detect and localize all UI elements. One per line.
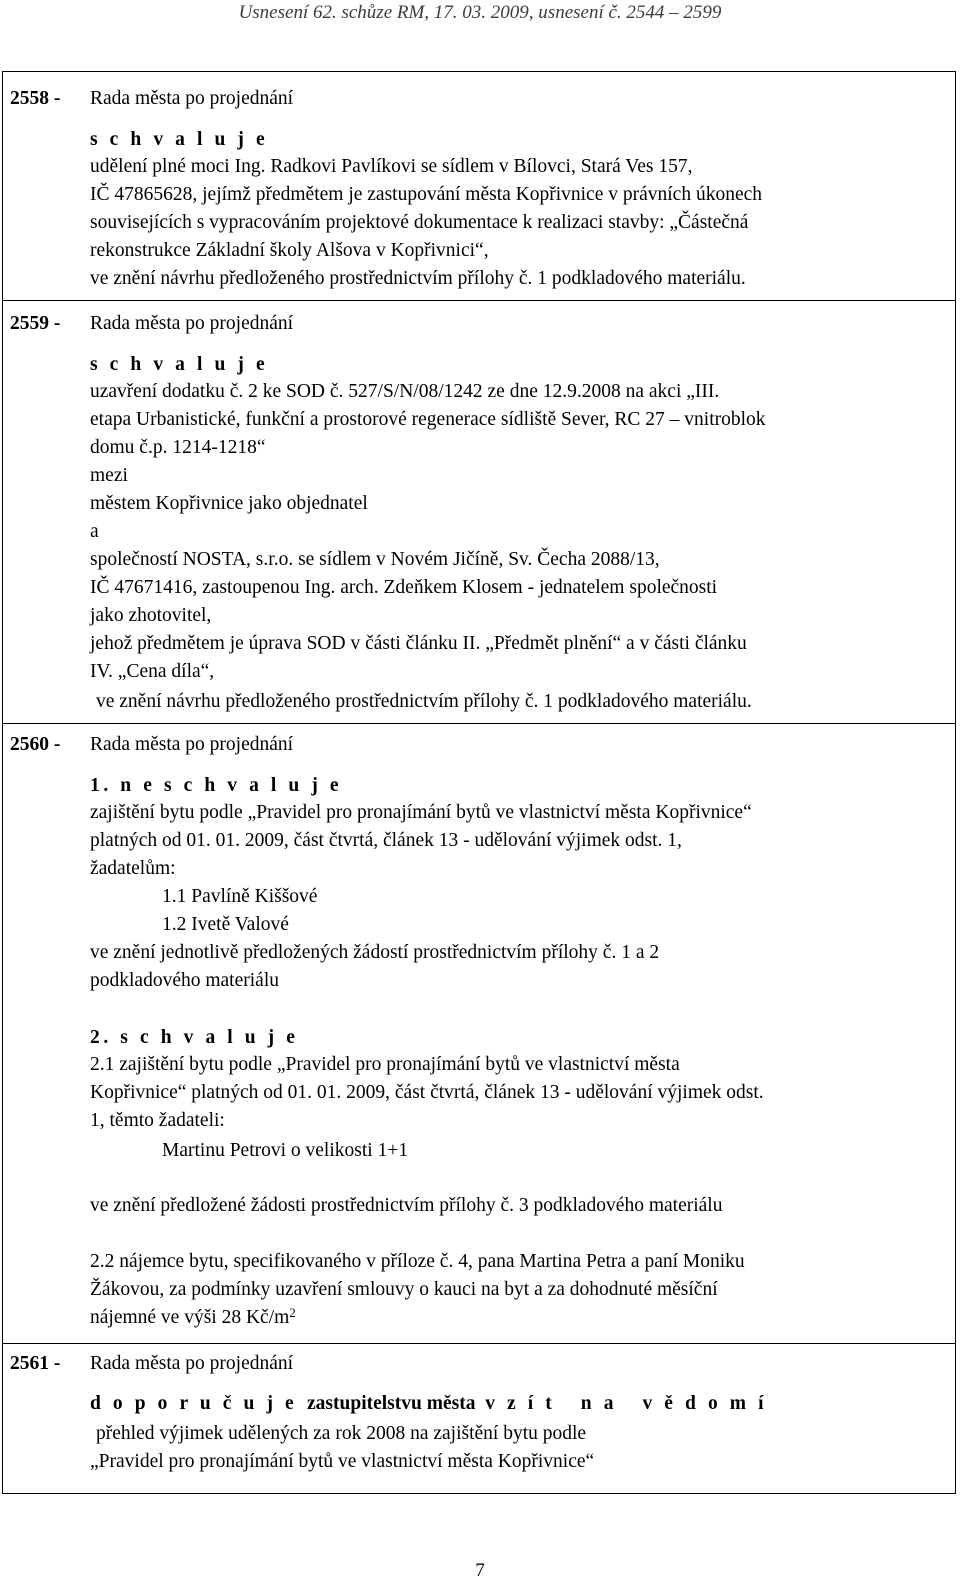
body-line: podkladového materiálu bbox=[90, 970, 279, 991]
resolution-verb bbox=[90, 1394, 767, 1414]
body-line: „Pravidel pro pronajímání bytů ve vlastnictví města Kopřivnice“ bbox=[90, 1451, 595, 1472]
body-line: mezi bbox=[90, 465, 128, 486]
body-line: platných od 01. 01. 2009, část čtvrtá, článek 13 - udělování výjimek odst. 1, bbox=[90, 830, 682, 851]
body-line: IČ 47671416, zastoupenou Ing. arch. Zdeňkem Klosem - jednatelem společnosti bbox=[90, 577, 718, 598]
rent-text: nájemné ve výši 28 Kč/m bbox=[90, 1307, 290, 1328]
body-line: žadatelům: bbox=[90, 858, 176, 879]
body-line: ve znění návrhu předloženého prostřednictvím přílohy č. 1 podkladového materiálu. bbox=[96, 691, 752, 712]
row-divider bbox=[2, 723, 956, 724]
resolution-number: 2561 - bbox=[10, 1353, 61, 1374]
body-line: ve znění návrhu předloženého prostřednictvím přílohy č. 1 podkladového materiálu. bbox=[90, 268, 746, 289]
body-line: uzavření dodatku č. 2 ke SOD č. 527/S/N/08/1242 ze dne 12.9.2008 na akci „III. bbox=[90, 381, 720, 402]
verb-take-note: v z í t n a v ě d o m í bbox=[485, 1393, 768, 1414]
body-line: a bbox=[90, 521, 99, 542]
applicant-line: 1.2 Ivetě Valové bbox=[162, 914, 289, 935]
superscript: 2 bbox=[289, 1305, 296, 1320]
resolution-verb: s c h v a l u j e bbox=[90, 354, 269, 375]
verb-recommends: d o p o r u č u j e bbox=[90, 1393, 298, 1414]
resolution-heading: Rada města po projednání bbox=[90, 313, 294, 334]
body-line: ve znění předložené žádosti prostřednictvím přílohy č. 3 podkladového materiálu bbox=[90, 1195, 723, 1216]
body-line: městem Kopřivnice jako objednatel bbox=[90, 493, 368, 514]
body-line: Kopřivnice“ platných od 01. 01. 2009, část čtvrtá, článek 13 - udělování výjimek odst. bbox=[90, 1082, 764, 1103]
resolution-number: 2560 - bbox=[10, 734, 61, 755]
body-line: jako zhotovitel, bbox=[90, 605, 212, 626]
body-line: zajištění bytu podle „Pravidel pro pronajímání bytů ve vlastnictví města Kopřivnice“ bbox=[90, 802, 752, 823]
verb-recipient: zastupitelstvu města bbox=[307, 1393, 476, 1414]
body-line: IČ 47865628, jejímž předmětem je zastupování města Kopřivnice v právních úkonech bbox=[90, 184, 763, 205]
row-divider bbox=[2, 1343, 956, 1344]
resolution-verb: 2. s c h v a l u j e bbox=[90, 1027, 299, 1048]
resolution-heading: Rada města po projednání bbox=[90, 734, 294, 755]
body-line bbox=[90, 1305, 296, 1328]
body-line: 2.1 zajištění bytu podle „Pravidel pro pronajímání bytů ve vlastnictví města bbox=[90, 1054, 680, 1075]
body-line: IV. „Cena díla“, bbox=[90, 661, 215, 682]
resolution-verb: 1. n e s c h v a l u j e bbox=[90, 775, 343, 796]
resolution-heading: Rada města po projednání bbox=[90, 1353, 294, 1374]
body-line: domu č.p. 1214-1218“ bbox=[90, 437, 266, 458]
body-line: společností NOSTA, s.r.o. se sídlem v Novém Jičíně, Sv. Čecha 2088/13, bbox=[90, 549, 660, 570]
resolution-heading: Rada města po projednání bbox=[90, 88, 294, 109]
body-line: rekonstrukce Základní školy Alšova v Kopřivnici“, bbox=[90, 240, 489, 261]
page-number: 7 bbox=[475, 1560, 485, 1581]
body-line: ve znění jednotlivě předložených žádostí prostřednictvím přílohy č. 1 a 2 bbox=[90, 942, 660, 963]
body-line: Žákovou, za podmínky uzavření smlouvy o kauci na byt a za dohodnuté měsíční bbox=[90, 1279, 718, 1300]
body-line: etapa Urbanistické, funkční a prostorové regenerace sídliště Sever, RC 27 – vnitroblok bbox=[90, 409, 766, 430]
body-line: jehož předmětem je úprava SOD v části článku II. „Předmět plnění“ a v části článku bbox=[90, 633, 747, 654]
resolution-number: 2559 - bbox=[10, 313, 61, 334]
row-divider bbox=[2, 300, 956, 301]
resolution-verb: s c h v a l u j e bbox=[90, 129, 269, 150]
resolution-number: 2558 - bbox=[10, 88, 61, 109]
body-line: přehled výjimek udělených za rok 2008 na zajištění bytu podle bbox=[96, 1423, 587, 1444]
body-line: souvisejících s vypracováním projektové dokumentace k realizaci stavby: „Částečná bbox=[90, 212, 749, 233]
body-line: udělení plné moci Ing. Radkovi Pavlíkovi se sídlem v Bílovci, Stará Ves 157, bbox=[90, 156, 693, 177]
applicant-line: Martinu Petrovi o velikosti 1+1 bbox=[162, 1140, 409, 1161]
applicant-line: 1.1 Pavlíně Kiššové bbox=[162, 886, 318, 907]
running-header: Usnesení 62. schůze RM, 17. 03. 2009, usnesení č. 2544 – 2599 bbox=[238, 2, 722, 23]
body-line: 2.2 nájemce bytu, specifikovaného v příloze č. 4, pana Martina Petra a paní Moniku bbox=[90, 1251, 745, 1272]
body-line: 1, těmto žadateli: bbox=[90, 1110, 225, 1131]
